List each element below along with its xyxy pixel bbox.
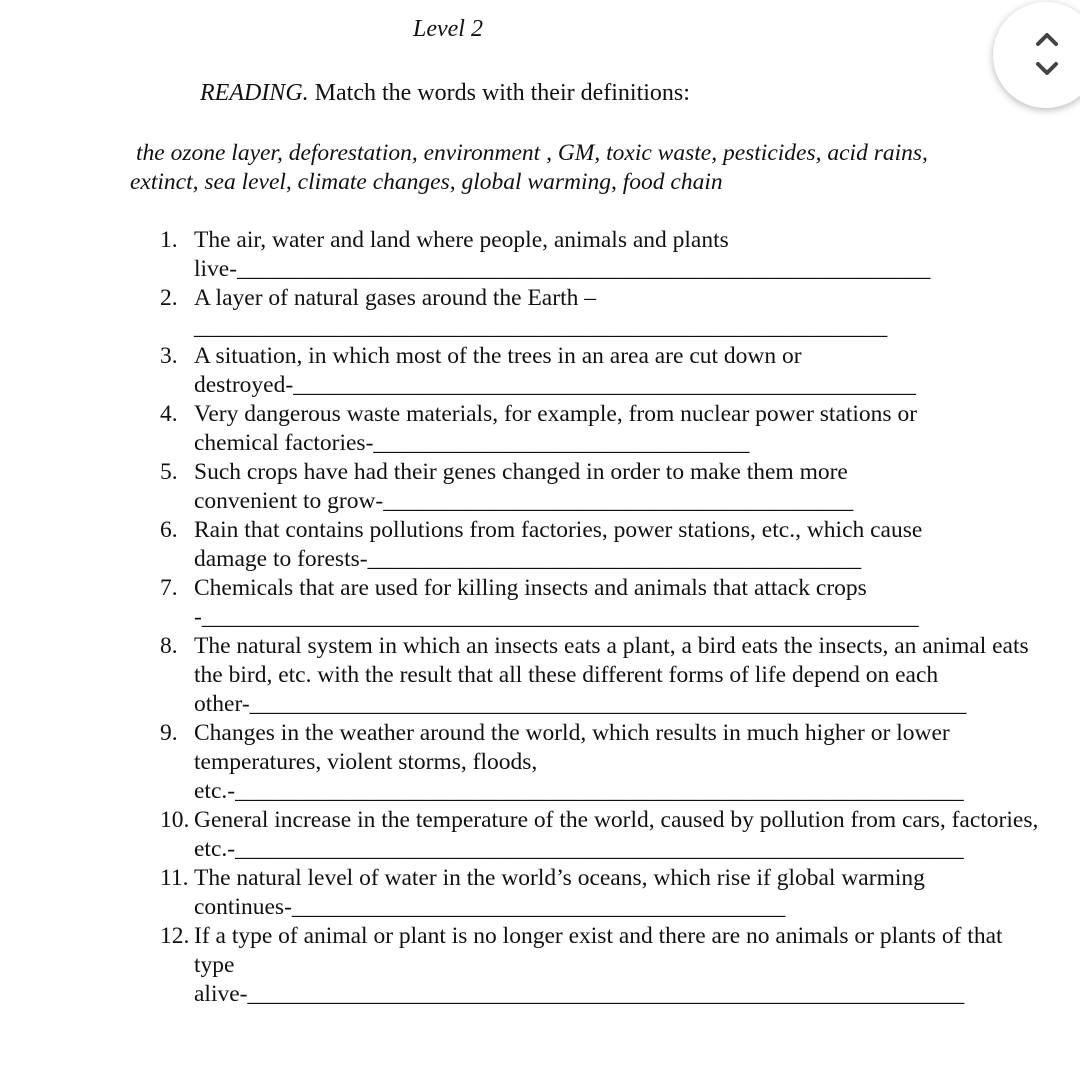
answer-prefix: live- [194,256,238,282]
question-item [160,284,1040,342]
answer-blank[interactable]: __________________________________________ [367,546,862,572]
answer-prefix: chemical factories- [194,430,374,456]
question-text: Changes in the weather around the world, which results in much higher or lower temperatures, violent storms, floods, [194,720,950,775]
word-bank-line: the ozone layer, deforestation, environment , GM, toxic waste, pesticides, acid rains, [136,140,928,166]
answer-line [194,893,1040,922]
question-number: 10. [160,807,190,833]
answer-blank[interactable]: _____________________________________________________________ [247,981,965,1007]
question-text: A layer of natural gases around the Earth – [194,285,596,311]
answer-prefix: other- [194,691,250,717]
question-item [160,516,1040,574]
question-item [160,864,1040,922]
question-number: 11. [160,865,189,891]
word-bank [130,139,1030,197]
answer-blank[interactable]: __________________________________________ [291,894,786,920]
answer-line [194,980,1040,1009]
answer-prefix: alive- [194,981,248,1007]
question-text: General increase in the temperature of the world, caused by pollution from cars, factories, [194,807,1039,833]
question-item [160,400,1040,458]
answer-prefix: etc.- [194,836,236,862]
question-item [160,719,1040,806]
answer-blank[interactable]: _____________________________________________________ [293,372,916,398]
reading-instruction: Match the words with their definitions: [314,80,690,106]
answer-prefix: etc.- [194,778,236,804]
answer-line [194,545,1040,574]
question-item [160,922,1040,1009]
level-title: Level 2 [413,16,483,42]
reading-label: READING. [200,80,309,106]
question-number: 8. [160,633,178,659]
question-text: Rain that contains pollutions from factories, power stations, etc., which cause [194,517,923,543]
answer-line [194,255,1040,284]
answer-line [194,603,1040,632]
page-nav-icons [993,2,1080,108]
answer-line [194,777,1040,806]
question-text: If a type of animal or plant is no longer exist and there are no animals or plants of that type [194,923,1003,978]
answer-blank[interactable]: ___________________________________________________________ [194,314,888,340]
question-text: A situation, in which most of the trees in an area are cut down or [194,343,802,369]
question-item [160,226,1040,284]
question-text: Such crops have had their genes changed in order to make them more [194,459,848,485]
answer-line [194,690,1040,719]
chevron-up-icon[interactable] [1027,26,1067,52]
answer-blank[interactable]: ______________________________________________________________ [235,836,964,862]
question-number: 1. [160,227,178,253]
answer-line [194,313,1040,342]
answer-blank[interactable]: _____________________________________________________________ [201,604,919,630]
answer-line [194,371,1040,400]
question-number: 7. [160,575,178,601]
answer-prefix: - [194,604,202,630]
answer-line [194,429,1040,458]
question-item [160,574,1040,632]
answer-blank[interactable]: ______________________________________________________________ [235,778,964,804]
answer-line [194,487,1040,516]
answer-blank[interactable]: ________________________________________ [383,488,854,514]
question-item [160,632,1040,719]
question-number: 12. [160,923,190,949]
answer-blank[interactable]: _____________________________________________________________ [249,691,967,717]
word-bank-line: extinct, sea level, climate changes, global warming, food chain [130,169,723,195]
answer-prefix: continues- [194,894,292,920]
question-number: 9. [160,720,178,746]
question-text: The natural level of water in the world’s oceans, which rise if global warming [194,865,925,891]
question-item [160,342,1040,400]
question-number: 3. [160,343,178,369]
question-list [160,226,1040,1009]
question-text: Very dangerous waste materials, for example, from nuclear power stations or [194,401,918,427]
question-item [160,458,1040,516]
question-text: Chemicals that are used for killing insects and animals that attack crops [194,575,867,601]
page-nav-control [993,2,1080,108]
chevron-down-icon[interactable] [1027,56,1067,82]
reading-heading [200,80,690,107]
question-item [160,806,1040,864]
question-number: 2. [160,285,178,311]
question-text: The air, water and land where people, animals and plants [194,227,729,253]
question-number: 6. [160,517,178,543]
answer-prefix: destroyed- [194,372,294,398]
answer-prefix: convenient to grow- [194,488,384,514]
answer-line [194,835,1040,864]
question-text: The natural system in which an insects eats a plant, a bird eats the insects, an animal eats the bird, etc. with the result that all these different forms of life depend on each [194,633,1029,688]
question-number: 5. [160,459,178,485]
question-number: 4. [160,401,178,427]
answer-blank[interactable]: ___________________________________________________________ [237,256,931,282]
answer-blank[interactable]: ________________________________ [373,430,750,456]
answer-prefix: damage to forests- [194,546,368,572]
